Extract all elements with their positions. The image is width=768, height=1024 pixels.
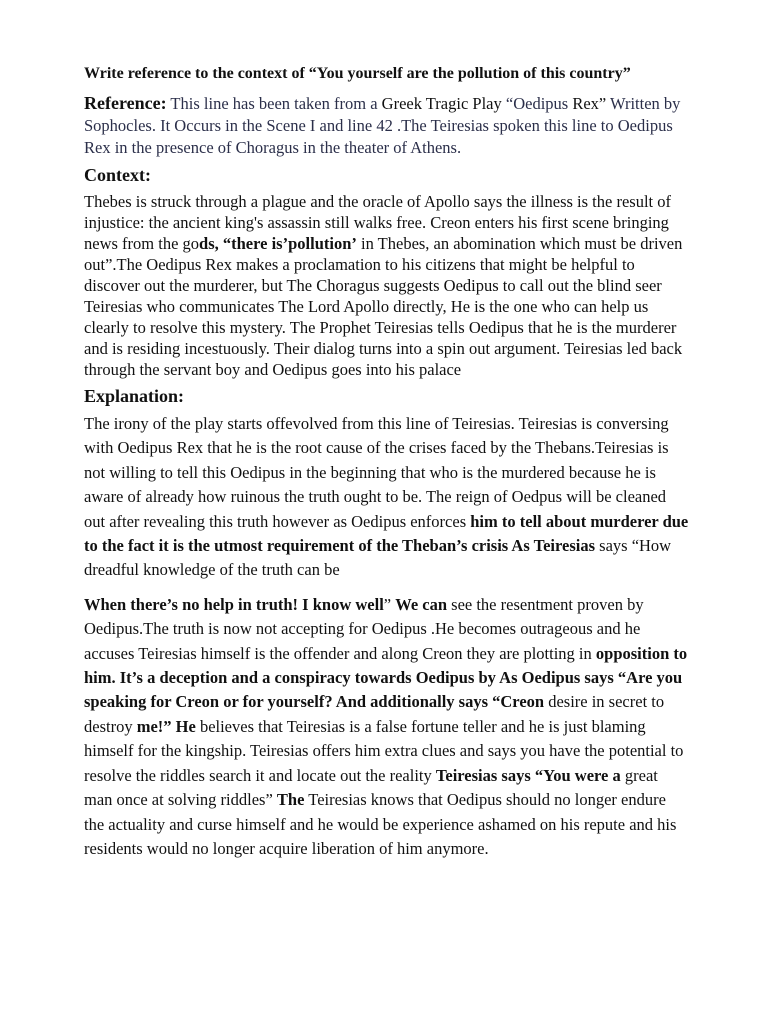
explanation-p2-text-8: believes that Teiresias is a false fortune teller and he is just blaming himself for the kingship. Teiresias offers him extra clues and says you have the potential to resolve the riddles search it and locate out the reality bbox=[84, 716, 684, 785]
explanation-p1-text-3: says “How dreadful knowledge of the truth can be bbox=[84, 536, 672, 580]
document-title: Write reference to the context of “You yourself are the pollution of this country” bbox=[84, 65, 631, 82]
reference-text-1: This line has been taken from a bbox=[166, 94, 382, 113]
context-text-1: Thebes is struck through a plague and the oracle of Apollo says the illness is the result of injustice: the ancient king's assassin still walks free. Creon enters his first scene bringing news from the go bbox=[84, 192, 671, 253]
explanation-p2-text-9: Teiresias says “You were a bbox=[435, 765, 621, 785]
explanation-p2-text-12: Teiresias knows that Oedipus should no longer endure the actuality and curse himself and he would be experience ashamed on his repute and his residents would no longer acquire liberation of him anymore. bbox=[84, 790, 677, 858]
explanation-p1-text-1: The irony of the play starts offevolved from this line of Teiresias. Teiresias is conversing with Oedipus Rex that he is the root cause of the crises faced by the Thebans.Teiresias is not willing to tell this Oedipus in the beginning that who is the murdered because he is aware of already how ruinous the truth ought to be. The reign of Oedpus will be cleaned out after revealing this truth however as Oedipus enforces bbox=[84, 414, 669, 531]
context-text-2: ds, “there is’pollution’ bbox=[199, 234, 357, 253]
explanation-p2-text-7: me!” He bbox=[136, 716, 196, 736]
explanation-p2-text-4: see the resentment proven by Oedipus.The truth is now not accepting for Oedipus .He becomes outrageous and he accuses Teiresias himself is the offender and along Creon they are plotting in bbox=[84, 594, 644, 663]
explanation-p2-text-6: desire in secret to destroy bbox=[84, 692, 665, 736]
context-heading: Context: bbox=[84, 165, 151, 185]
explanation-paragraph-2 bbox=[84, 593, 690, 861]
explanation-p2-text-11: The bbox=[276, 790, 305, 810]
context-paragraph bbox=[84, 191, 690, 380]
reference-play-type: Greek Tragic Play bbox=[381, 94, 502, 113]
explanation-paragraph-1 bbox=[84, 412, 690, 583]
explanation-p2-text-3: We can bbox=[395, 594, 448, 614]
document-page bbox=[84, 64, 690, 861]
reference-text-3: “Oedipus bbox=[501, 94, 573, 113]
explanation-p1-text-2: him to tell about murderer due to the fact it is the utmost requirement of the Theban’s crisis As Teiresias bbox=[84, 511, 689, 556]
explanation-p2-text-10: great man once at solving riddles” bbox=[84, 765, 658, 810]
explanation-heading: Explanation: bbox=[84, 386, 185, 406]
explanation-p2-text-5: opposition to him. It’s a deception and a conspiracy towards Oedipus by As Oedipus says “Are you speaking for Creon or for yourself? And additionally says “Creon bbox=[84, 643, 688, 712]
explanation-p2-text-2: ” bbox=[383, 594, 396, 614]
paragraph-gap bbox=[84, 583, 690, 593]
reference-play-name: Rex” bbox=[572, 94, 607, 113]
reference-text-5: Written by Sophocles. It Occurs in the Scene I and line 42 .The Teiresias spoken this line to Oedipus Rex in the presence of Choragus in the theater of Athens. bbox=[84, 94, 681, 157]
context-text-3: in Thebes, an abomination which must be driven out”.The Oedipus Rex makes a proclamation to his citizens that might be helpful to discover out the murderer, but The Choragus suggests Oedipus to call out the blind seer Teiresias who communicates The Lord Apollo directly, He is the one who can help us clearly to resolve this mystery. The Prophet Teiresias tells Oedipus that he is the murderer and is residing incestuously. Their dialog turns into a spin out argument. Teiresias led back through the servant boy and Oedipus goes into his palace bbox=[84, 234, 683, 379]
explanation-p2-text-1: When there’s no help in truth! I know well bbox=[84, 594, 384, 614]
reference-paragraph bbox=[84, 92, 690, 159]
reference-label: Reference: bbox=[84, 93, 167, 113]
